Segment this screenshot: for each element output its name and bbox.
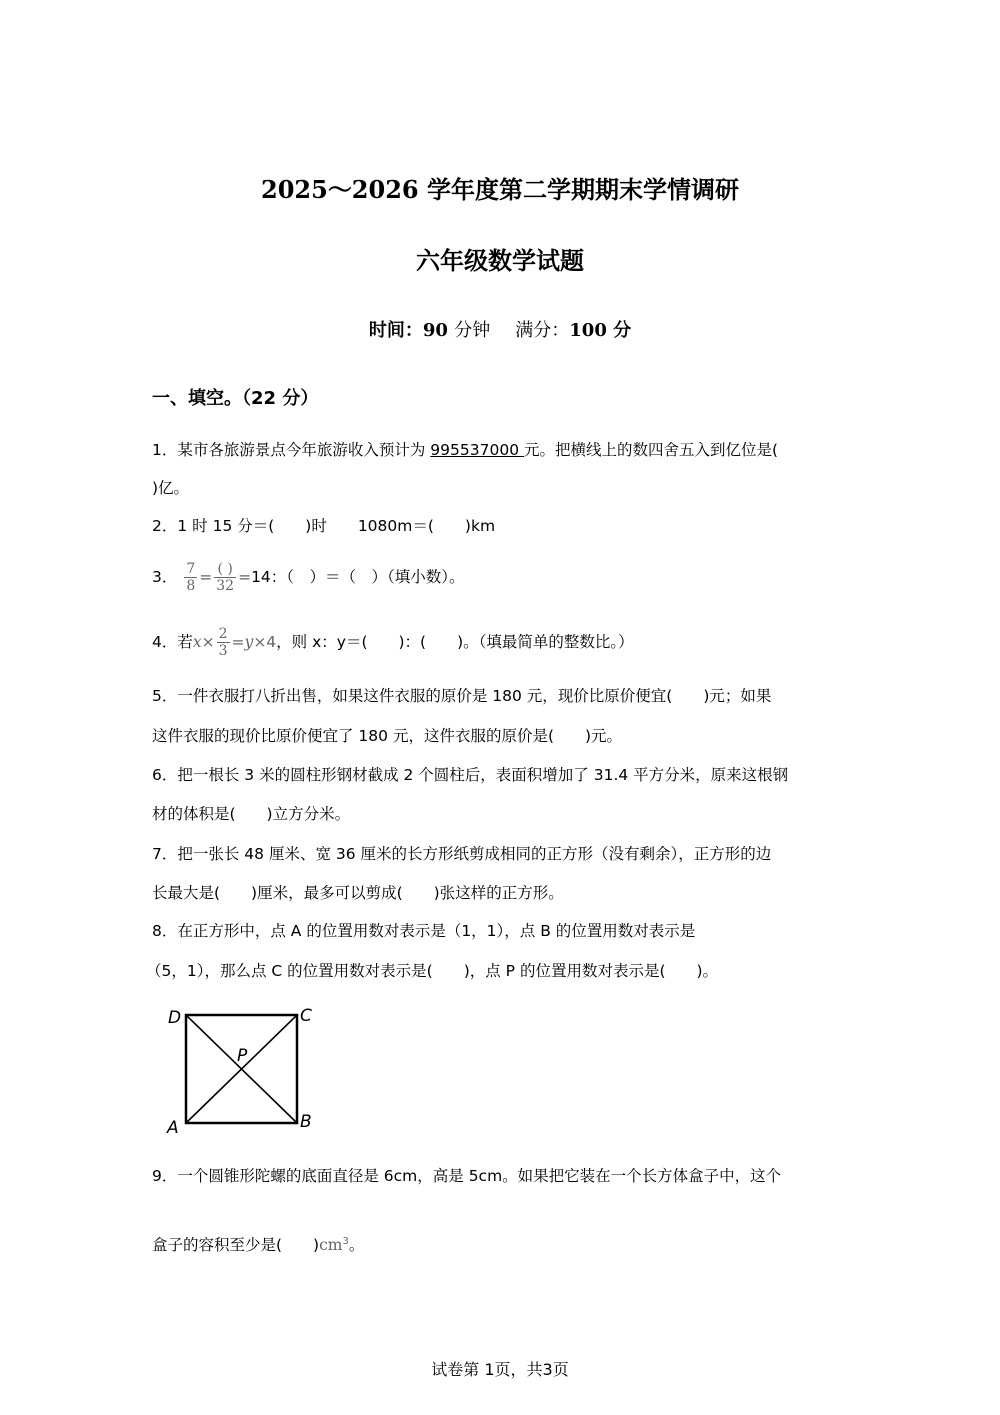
q3-f2-num: ( ) — [214, 561, 236, 578]
question-4 — [152, 618, 852, 666]
q9-text-b: 。 — [348, 1236, 365, 1255]
page-footer: 试卷第 1页，共3页 — [431, 1360, 569, 1379]
q4-f-num: 2 — [218, 626, 228, 642]
q9-text-a: 盒子的容积至少是( ) — [152, 1236, 320, 1255]
q9-unit-exp: 3 — [342, 1236, 349, 1247]
q3-f1-den: 8 — [186, 578, 196, 594]
score-value: 100 — [569, 320, 607, 341]
q4-times2: ×4 — [253, 633, 277, 651]
question-6-line2: 材的体积是( )立方分米。 — [152, 805, 351, 823]
question-2: 2．1 时 15 分＝( )时 1080m＝( )km — [152, 517, 496, 535]
q3-f1-num: 7 — [186, 561, 196, 577]
question-8-line2: （5，1），那么点 C 的位置用数对表示是( )，点 P 的位置用数对表示是( )。 — [146, 962, 719, 980]
q4-x: x — [192, 633, 202, 651]
q3-rest: 14：（ ）＝（ ）（填小数）。 — [251, 568, 465, 586]
label-d: D — [168, 1008, 182, 1028]
q4-y: y — [244, 633, 254, 651]
question-6-line1: 6．把一根长 3 米的圆柱形钢材截成 2 个圆柱后，表面积增加了 31.4 平方分米，原来这根钢 — [152, 766, 789, 784]
question-1 — [152, 440, 852, 460]
q4-rest: ，则 x：y＝( )：( )。（填最简单的整数比。） — [276, 633, 634, 651]
question-9-line1: 9．一个圆锥形陀螺的底面直径是 6cm，高是 5cm。如果把它装在一个长方体盒子中，这个 — [152, 1167, 782, 1185]
q4-fraction — [217, 626, 230, 659]
square-diagram — [162, 1003, 332, 1137]
section-heading: 一、填空。（22 分） — [152, 388, 319, 409]
question-5-line1: 5．一件衣服打八折出售，如果这件衣服的原价是 180 元，现价比原价便宜( )元；如果 — [152, 687, 772, 705]
q4-f-den: 3 — [218, 643, 228, 659]
q1-text-b: 元。把横线上的数四舍五入到亿位是( — [523, 441, 779, 459]
label-p: P — [237, 1046, 248, 1066]
label-b: B — [300, 1112, 312, 1132]
q1-underlined-number: 995537000 — [430, 441, 524, 459]
question-7-line2: 长最大是( )厘米，最多可以剪成( )张这样的正方形。 — [152, 884, 564, 902]
question-3 — [152, 553, 852, 601]
q3-fraction-1 — [184, 561, 197, 594]
label-a: A — [167, 1118, 179, 1137]
score-unit: 分 — [613, 320, 632, 341]
q3-fraction-2 — [214, 561, 236, 594]
q3-prefix: 3． — [152, 568, 178, 586]
q4-eq: = — [231, 633, 245, 651]
time-label: 时间： — [368, 320, 423, 341]
q1-line2: )亿。 — [152, 479, 190, 497]
q9-unit: cm — [319, 1236, 343, 1255]
q3-eq1: = — [199, 568, 213, 586]
score-label: 满分： — [515, 320, 570, 341]
exam-meta — [0, 316, 1000, 342]
q3-eq2: = — [238, 568, 252, 586]
time-unit: 分钟 — [454, 320, 491, 341]
exam-title: 2025～2026 学年度第二学期期末学情调研 — [261, 175, 739, 204]
question-5-line2: 这件衣服的现价比原价便宜了 180 元，这件衣服的原价是( )元。 — [152, 727, 623, 745]
label-c: C — [300, 1006, 312, 1026]
question-8-line1: 8．在正方形中，点 A 的位置用数对表示是（1，1），点 B 的位置用数对表示是 — [152, 922, 696, 940]
time-value: 90 — [422, 320, 448, 341]
question-9-line2 — [152, 1232, 852, 1255]
q1-text-a: 1．某市各旅游景点今年旅游收入预计为 — [152, 441, 431, 459]
q4-times1: × — [201, 633, 215, 651]
exam-subtitle: 六年级数学试题 — [416, 246, 584, 275]
square-figure — [162, 1003, 332, 1141]
question-7-line1: 7．把一张长 48 厘米、宽 36 厘米的长方形纸剪成相同的正方形（没有剩余），正方形的边 — [152, 845, 772, 863]
q3-f2-den: 32 — [216, 578, 235, 594]
q4-prefix: 4．若 — [152, 633, 193, 651]
